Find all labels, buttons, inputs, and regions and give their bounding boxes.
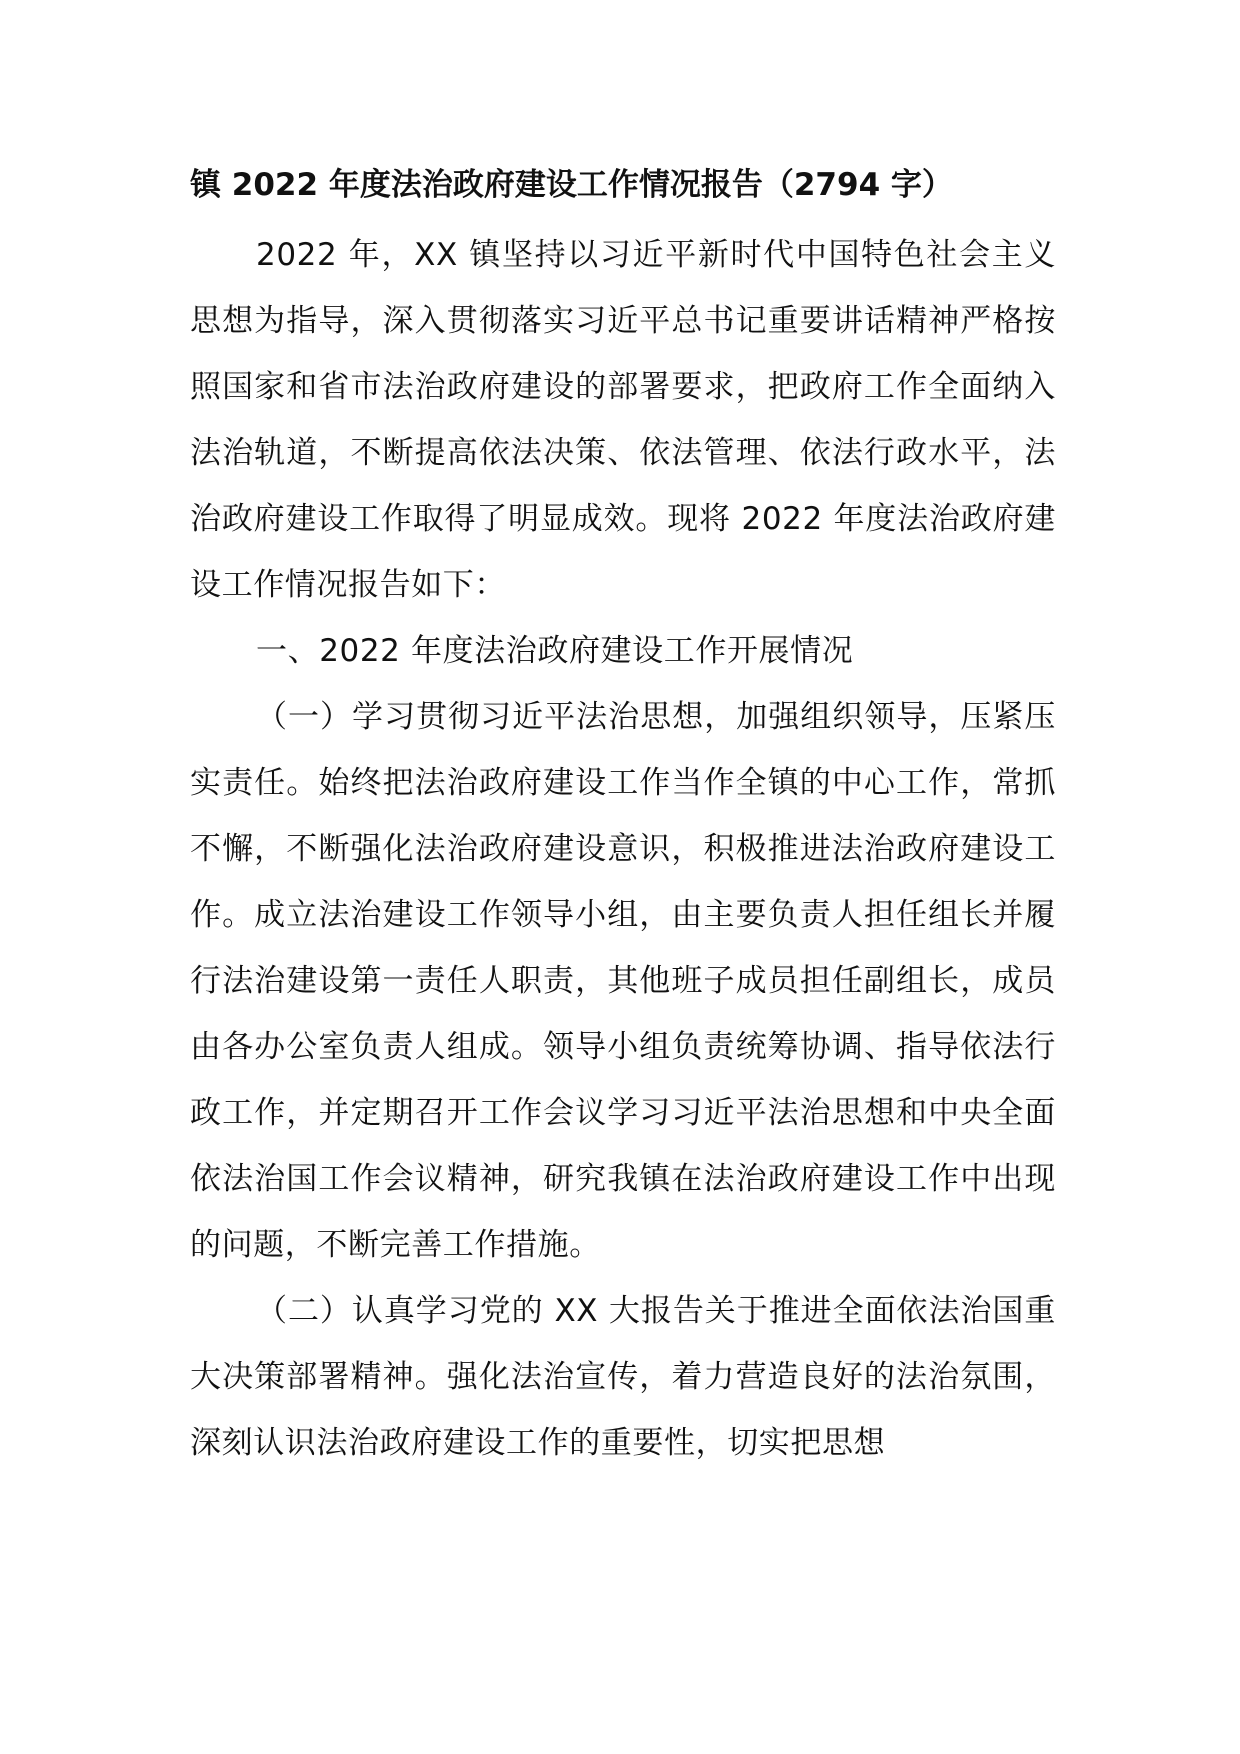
paragraph-intro: 2022 年，XX 镇坚持以习近平新时代中国特色社会主义思想为指导，深入贯彻落实习近平总书记重要讲话精神严格按照国家和省市法治政府建设的部署要求，把政府工作全面纳入法治轨道，不断提高依法决策、依法管理、依法行政水平，法治政府建设工作取得了明显成效。现将 2022 年度法治政府建设工作情况报告如下： bbox=[190, 237, 1056, 603]
section-heading-1: 一、2022 年度法治政府建设工作开展情况 bbox=[256, 633, 854, 669]
paragraph-subsection-2: （二）认真学习党的 XX 大报告关于推进全面依法治国重大决策部署精神。强化法治宣传，着力营造良好的法治氛围，深刻认识法治政府建设工作的重要性，切实把思想 bbox=[190, 1293, 1056, 1461]
paragraph-subsection-1: （一）学习贯彻习近平法治思想，加强组织领导，压紧压实责任。始终把法治政府建设工作当作全镇的中心工作，常抓不懈，不断强化法治政府建设意识，积极推进法治政府建设工作。成立法治建设工作领导小组，由主要负责人担任组长并履行法治建设第一责任人职责，其他班子成员担任副组长，成员由各办公室负责人组成。领导小组负责统筹协调、指导依法行政工作，并定期召开工作会议学习习近平法治思想和中央全面依法治国工作会议精神，研究我镇在法治政府建设工作中出现的问题，不断完善工作措施。 bbox=[190, 699, 1056, 1263]
document-body bbox=[190, 222, 1056, 1476]
document-title: 镇 2022 年度法治政府建设工作情况报告（2794 字） bbox=[190, 167, 953, 203]
